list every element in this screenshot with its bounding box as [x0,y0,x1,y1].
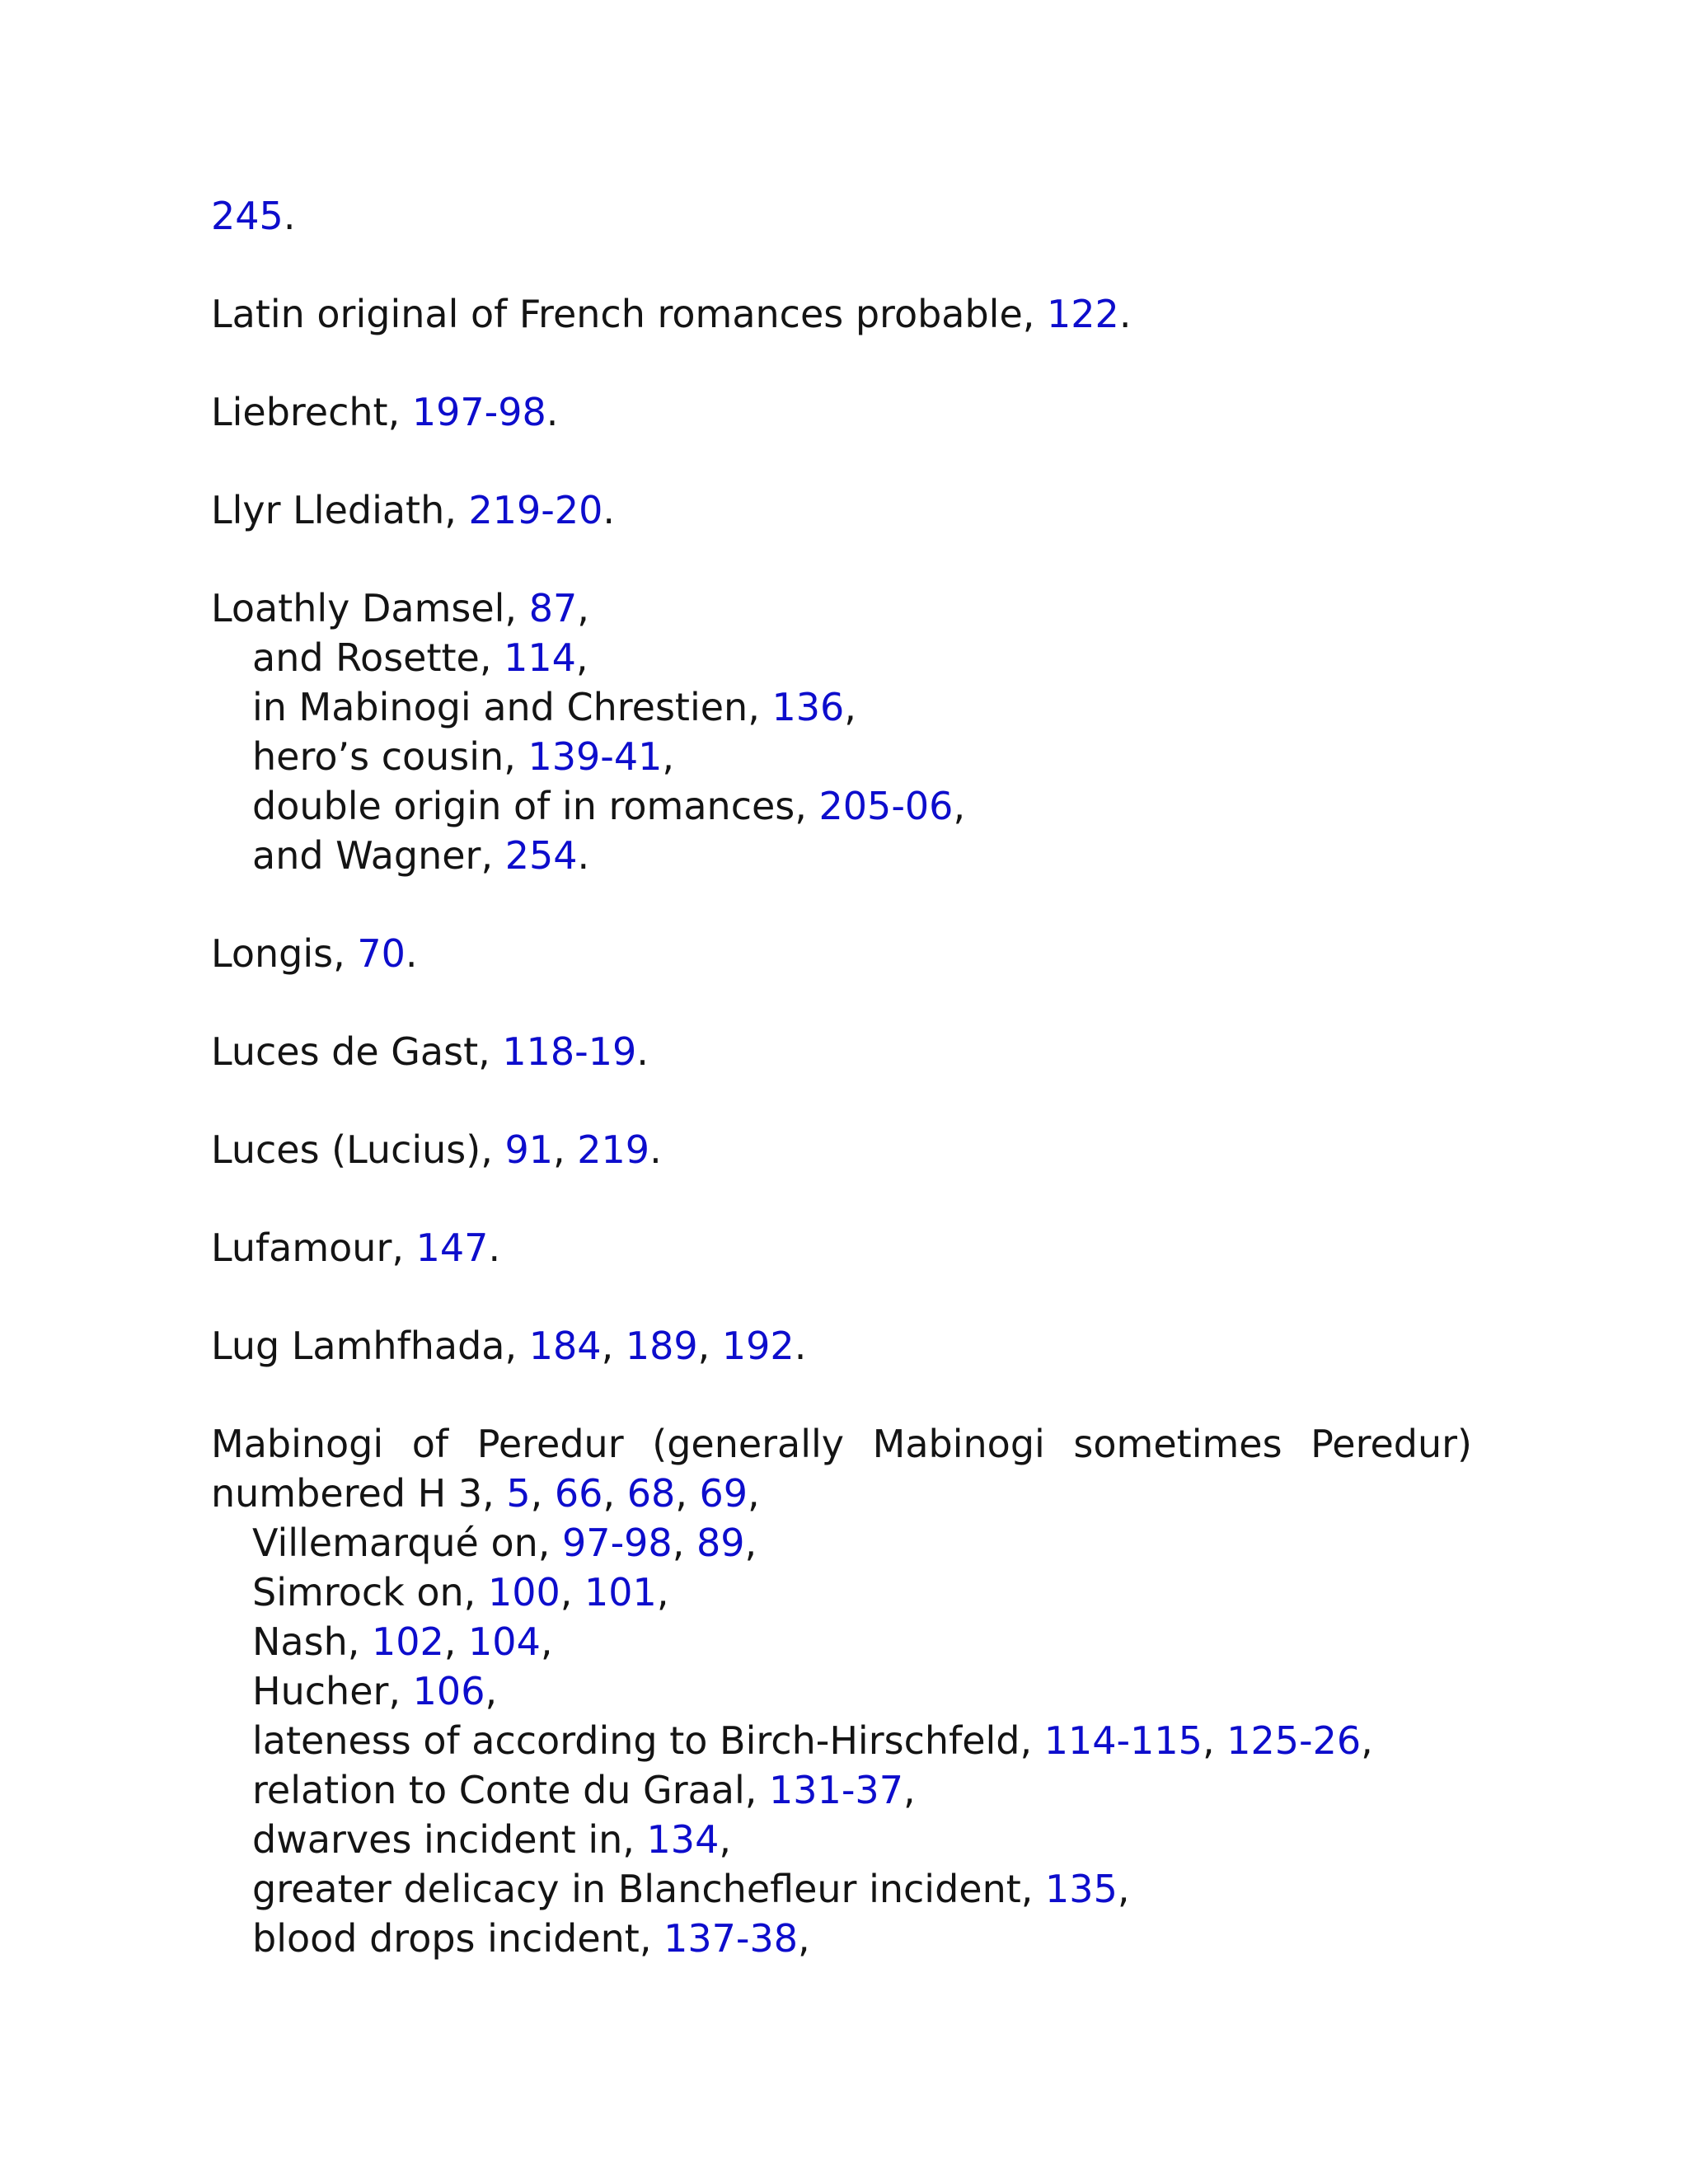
entry-text: relation to Conte du Graal, [252,1768,770,1812]
index-subentry-line [211,1815,1472,1864]
page-reference-link[interactable]: 147 [415,1226,489,1270]
entry-text: Llyr Llediath, [211,488,469,532]
entry-text: Nash, [252,1619,372,1664]
entry-text: , [540,1619,553,1664]
entry-text: , [560,1570,584,1615]
entry-text: hero’s cousin, [252,734,528,779]
entry-text: Hucher, [252,1669,413,1713]
page-reference-link[interactable]: 137-38 [663,1916,798,1961]
entry-text: lateness of according to Birch-Hirschfeld, [252,1718,1044,1763]
entry-text: . [1118,292,1132,336]
entry-text: . [283,194,296,238]
page-reference-link[interactable]: 122 [1047,292,1119,336]
page-reference-link[interactable]: 100 [487,1570,560,1615]
entry-text: , [485,1669,498,1713]
entry-text: Luces de Gast, [211,1029,503,1074]
entry-text: , [697,1324,722,1368]
index-entry-line [211,1469,1472,1518]
index-entry-line [211,387,1472,437]
page-reference-link[interactable]: 114-115 [1043,1718,1203,1763]
entry-text: . [603,488,616,532]
page-reference-link[interactable]: 87 [528,586,578,630]
page-reference-link[interactable]: 69 [699,1471,748,1516]
page-reference-link[interactable]: 197-98 [411,390,546,434]
entry-text: Lug Lamhfhada, [211,1324,529,1368]
page-reference-link[interactable]: 131-37 [769,1768,903,1812]
index-subentry-line [211,732,1472,781]
page-reference-link[interactable]: 134 [646,1817,720,1862]
index-entry [211,191,1472,241]
entry-text: , [443,1619,469,1664]
entry-text: , [672,1521,696,1565]
entry-text: Luces (Lucius), [211,1127,505,1172]
entry-text: Villemarqué on, [252,1521,563,1565]
entry-text: . [488,1226,501,1270]
index-subentry-line [211,1666,1472,1716]
page-reference-link[interactable]: 184 [528,1324,602,1368]
page-reference-link[interactable]: 91 [504,1127,554,1172]
entry-text: , [575,635,588,680]
entry-text: . [636,1029,649,1074]
index-entry-line [211,1125,1472,1174]
index-entry-line [211,289,1472,339]
page-reference-link[interactable]: 139-41 [528,734,663,779]
page-reference-link[interactable]: 125-26 [1226,1718,1362,1763]
index-entry-line [211,1419,1472,1469]
entry-text: , [1202,1718,1227,1763]
entry-text: , [798,1916,810,1961]
page-reference-link[interactable]: 102 [371,1619,444,1664]
index-subentry-line [211,682,1472,732]
index-entry-line [211,1321,1472,1371]
index-subentry-line [211,831,1472,880]
entry-text: . [577,833,590,878]
index-subentry-line [211,1864,1472,1914]
entry-text: greater delicacy in Blanchefleur incident, [252,1867,1046,1911]
page-reference-link[interactable]: 192 [721,1324,795,1368]
index-entry [211,1321,1472,1371]
entry-text: . [546,390,559,434]
entry-text: , [675,1471,700,1516]
index-subentry-line [211,1568,1472,1617]
index-subentry-line [211,1765,1472,1815]
entry-text: , [903,1768,916,1812]
entry-text: , [719,1817,731,1862]
page-reference-link[interactable]: 114 [504,635,576,680]
index-entry-line [211,485,1472,535]
entry-text: , [1117,1867,1130,1911]
entry-text: Liebrecht, [211,390,412,434]
entry-text: , [603,1471,627,1516]
index-entry-line [211,929,1472,978]
entry-text: , [553,1127,578,1172]
page-reference-link[interactable]: 205-06 [818,784,954,828]
page-reference-link[interactable]: 101 [584,1570,657,1615]
entry-text: . [405,931,418,976]
entry-text: , [748,1471,760,1516]
entry-text: , [656,1570,669,1615]
page-reference-link[interactable]: 136 [771,685,845,729]
index-entry-line [211,1027,1472,1076]
entry-text: blood drops incident, [252,1916,664,1961]
index-subentry-line [211,1518,1472,1568]
page-reference-link[interactable]: 254 [504,833,578,878]
entry-text: . [794,1324,807,1368]
index-entry [211,1125,1472,1174]
page-reference-link[interactable]: 68 [626,1471,676,1516]
entry-text: and Wagner, [252,833,505,878]
page-reference-link[interactable]: 106 [412,1669,485,1713]
index-subentry-line [211,1914,1472,1963]
entry-text: . [649,1127,662,1172]
page-reference-link[interactable]: 104 [468,1619,541,1664]
index-entry [211,387,1472,437]
index-entry-line [211,583,1472,633]
index-page [211,191,1472,2012]
index-entry [211,929,1472,978]
entry-text: , [662,734,675,779]
entry-text: double origin of in romances, [252,784,819,828]
index-entry [211,1027,1472,1076]
index-entry [211,1223,1472,1272]
entry-text: Lufamour, [211,1226,416,1270]
entry-text: in Mabinogi and Chrestien, [252,685,772,729]
page-reference-link[interactable]: 118-19 [502,1029,637,1074]
entry-text: and Rosette, [252,635,504,680]
page-reference-link[interactable]: 66 [554,1471,603,1516]
index-entry [211,289,1472,339]
page-reference-link[interactable]: 70 [357,931,406,976]
page-reference-link[interactable]: 135 [1045,1867,1118,1911]
entry-text: , [1361,1718,1373,1763]
page-reference-link[interactable]: 189 [625,1324,698,1368]
page-reference-link[interactable]: 89 [696,1521,745,1565]
page-reference-link[interactable]: 219 [577,1127,650,1172]
entry-text: , [601,1324,626,1368]
entry-text: Simrock on, [252,1570,488,1615]
entry-text: , [953,784,966,828]
entry-text: , [530,1471,555,1516]
entry-text: , [577,586,589,630]
page-reference-link[interactable]: 245 [211,194,284,238]
index-entry [211,485,1472,535]
index-subentry-line [211,1716,1472,1765]
index-entry [211,1419,1472,1963]
page-reference-link[interactable]: 97-98 [562,1521,673,1565]
index-entry-line [211,1223,1472,1272]
entry-text: Mabinogi of Peredur (generally Mabinogi sometimes Peredur) [211,1422,1472,1466]
entry-text: Longis, [211,931,358,976]
entry-text: , [844,685,856,729]
entry-text: , [744,1521,757,1565]
index-subentry-line [211,781,1472,831]
entry-text: Loathly Damsel, [211,586,529,630]
index-subentry-line [211,633,1472,682]
index-entry-line [211,191,1472,241]
page-reference-link[interactable]: 219-20 [468,488,603,532]
entry-text: dwarves incident in, [252,1817,647,1862]
index-entry [211,583,1472,880]
index-subentry-line [211,1617,1472,1666]
entry-text: Latin original of French romances probable, [211,292,1047,336]
entry-text: numbered H 3, [211,1471,507,1516]
page-reference-link[interactable]: 5 [506,1471,531,1516]
